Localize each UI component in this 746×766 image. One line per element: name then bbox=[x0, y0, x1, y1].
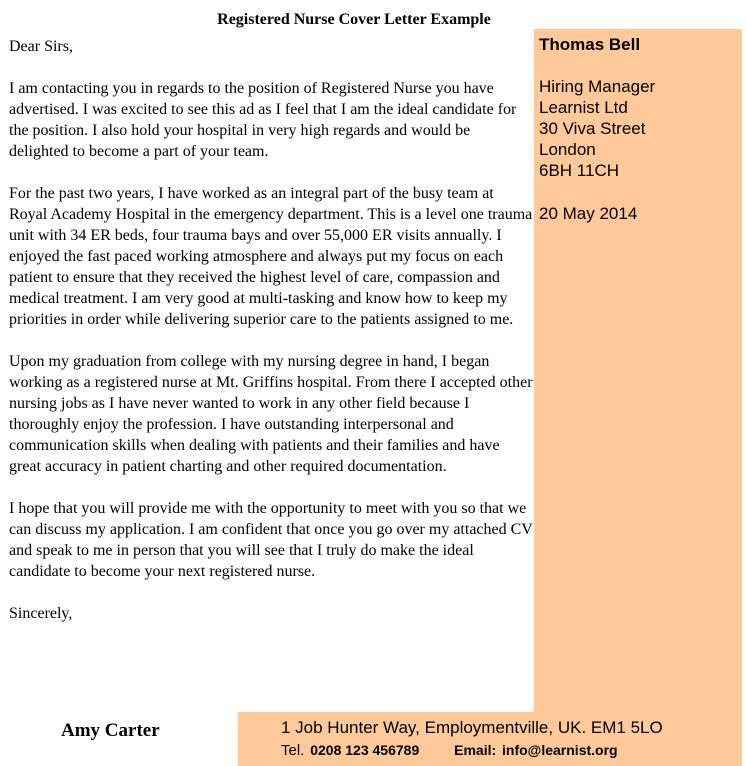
signature-name: Amy Carter bbox=[61, 720, 160, 741]
recipient-street: 30 Viva Street bbox=[539, 119, 646, 138]
email-label: Email: bbox=[454, 742, 497, 758]
footer-address: 1 Job Hunter Way, Employmentville, UK. EM1 5LO bbox=[281, 718, 663, 737]
letter-body bbox=[9, 36, 533, 624]
recipient-postcode: 6BH 11CH bbox=[539, 161, 619, 180]
body-paragraph: I am contacting you in regards to the position of Registered Nurse you have advertised. I was excited to see this ad as I feel that I am the ideal candidate for the position. I also hold your hospital in very high regards and would be delighted to become a part of your team. bbox=[9, 80, 517, 160]
body-paragraph: For the past two years, I have worked as an integral part of the busy team at Royal Academy Hospital in the emergency department. This is a level one trauma unit with 34 ER beds, four trauma bays and over 55,000 ER visits annually. I enjoyed the fast paced working atmosphere and always put my focus on each patient to ensure that they received the highest level of care, compassion and medical treatment. I am very good at multi-tasking and know how to keep my priorities in order while delivering superior care to the patients assigned to me. bbox=[9, 185, 533, 328]
recipient-company: Learnist Ltd bbox=[539, 98, 628, 117]
recipient-city: London bbox=[539, 140, 596, 159]
body-paragraph: Upon my graduation from college with my nursing degree in hand, I began working as a registered nurse at Mt. Griffins hospital. From there I accepted other nursing jobs as I have never wanted to work in any other field because I thoroughly enjoy the profession. I have outstanding interpersonal and communication skills when dealing with patients and their families and have great accuracy in patient charting and other required documentation. bbox=[9, 353, 533, 475]
tel-label: Tel. bbox=[281, 742, 305, 759]
salutation: Dear Sirs, bbox=[9, 38, 73, 55]
body-paragraph: I hope that you will provide me with the opportunity to meet with you so that we can discuss my application. I am confident that once you go over my attached CV and speak to me in person that you will see that I truly do make the ideal candidate to become your next registered nurse. bbox=[9, 500, 533, 580]
footer-contact-line bbox=[281, 740, 618, 761]
email-value: info@learnist.org bbox=[502, 742, 618, 758]
recipient-address bbox=[539, 76, 655, 181]
letter-date: 20 May 2014 bbox=[539, 204, 638, 223]
recipient-role: Hiring Manager bbox=[539, 77, 656, 96]
sender-name: Thomas Bell bbox=[539, 35, 641, 54]
tel-value: 0208 123 456789 bbox=[310, 742, 420, 758]
closing: Sincerely, bbox=[9, 605, 73, 622]
contact-footer bbox=[238, 712, 742, 766]
document-title: Registered Nurse Cover Letter Example bbox=[217, 11, 491, 28]
